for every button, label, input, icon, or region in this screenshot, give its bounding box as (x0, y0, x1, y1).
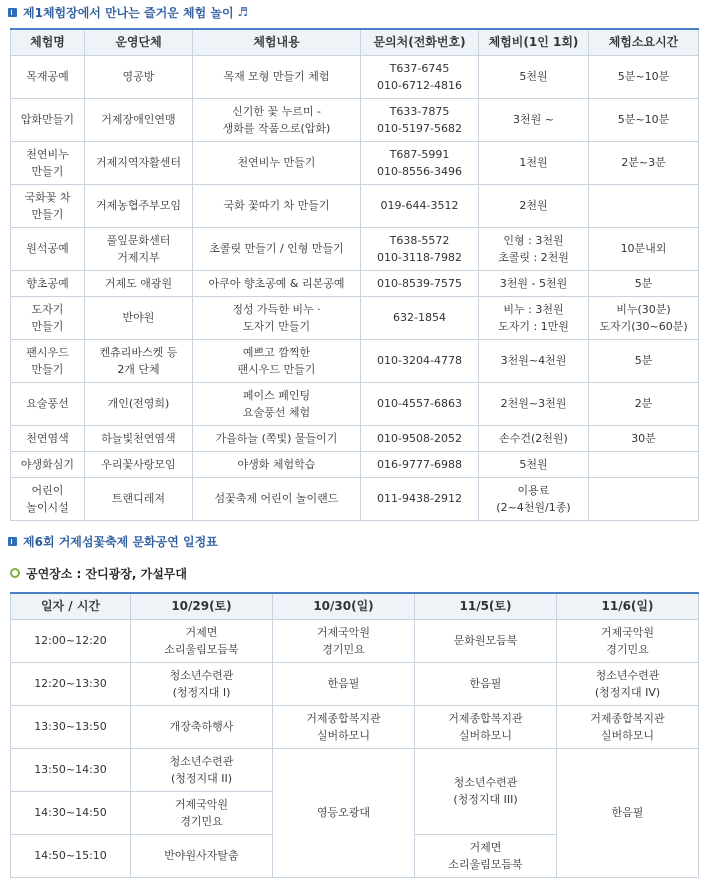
schedule-cell: 거제국악원 경기민요 (131, 791, 273, 834)
duration-cell: 2분 (589, 382, 699, 425)
experience-name-cell: 요술풍선 (11, 382, 85, 425)
fee-cell: 손수건(2천원) (479, 425, 589, 451)
contact-cell: 010-8539-7575 (361, 270, 479, 296)
contact-cell: 632-1854 (361, 296, 479, 339)
time-cell: 13:50~14:30 (11, 748, 131, 791)
content-cell: 천연비누 만들기 (193, 141, 361, 184)
content-cell: 예쁘고 깜찍한 팬시우드 만들기 (193, 339, 361, 382)
schedule-cell: 영등오광대 (273, 748, 415, 877)
content-cell: 초콜릿 만들기 / 인형 만들기 (193, 227, 361, 270)
header-cell: 체험내용 (193, 29, 361, 55)
experience-name-cell: 천연염색 (11, 425, 85, 451)
schedule-cell: 한음필 (415, 662, 557, 705)
table-row (11, 748, 699, 791)
experience-name-cell: 도자기 만들기 (11, 296, 85, 339)
duration-cell: 비누(30분) 도자기(30~60분) (589, 296, 699, 339)
fee-cell: 3천원 ~ (479, 98, 589, 141)
table-row (11, 451, 699, 477)
table-row (11, 270, 699, 296)
table-header-row (11, 29, 699, 55)
fee-cell: 1천원 (479, 141, 589, 184)
experience-table (10, 28, 699, 521)
duration-cell (589, 184, 699, 227)
header-cell: 10/29(토) (131, 593, 273, 619)
time-cell: 14:50~15:10 (11, 834, 131, 877)
schedule-cell: 거제종합복지관 실버하모니 (273, 705, 415, 748)
table-header-row (11, 593, 699, 619)
schedule-cell: 한음필 (557, 748, 699, 877)
organizer-cell: 거제장애인연맹 (85, 98, 193, 141)
table-row (11, 619, 699, 662)
table-row (11, 227, 699, 270)
fee-cell: 3천원~4천원 (479, 339, 589, 382)
experience-name-cell: 압화만들기 (11, 98, 85, 141)
schedule-cell: 거제종합복지관 실버하모니 (557, 705, 699, 748)
header-cell: 체험소요시간 (589, 29, 699, 55)
experience-name-cell: 원석공예 (11, 227, 85, 270)
schedule-cell: 청소년수련관 (청정지대 I) (131, 662, 273, 705)
contact-cell: 010-9508-2052 (361, 425, 479, 451)
schedule-cell: 거제종합복지관 실버하모니 (415, 705, 557, 748)
venue-line (10, 565, 187, 581)
experience-name-cell: 야생화심기 (11, 451, 85, 477)
contact-cell: 010-4557-6863 (361, 382, 479, 425)
duration-cell: 5분 (589, 270, 699, 296)
contact-cell: T638-5572 010-3118-7982 (361, 227, 479, 270)
organizer-cell: 개인(전영희) (85, 382, 193, 425)
header-cell: 11/6(일) (557, 593, 699, 619)
schedule-cell: 거제국악원 경기민요 (557, 619, 699, 662)
duration-cell (589, 477, 699, 520)
fee-cell: 인형 : 3천원 초콜릿 : 2천원 (479, 227, 589, 270)
experience-name-cell: 향초공예 (11, 270, 85, 296)
fee-cell: 비누 : 3천원 도자기 : 1만원 (479, 296, 589, 339)
contact-cell: T637-6745 010-6712-4816 (361, 55, 479, 98)
contact-cell: 016-9777-6988 (361, 451, 479, 477)
fee-cell: 5천원 (479, 451, 589, 477)
table-row (11, 705, 699, 748)
performance-schedule-table (10, 592, 699, 878)
section-title-text: 제6회 거제섬꽃축제 문화공연 일정표 (23, 534, 218, 549)
organizer-cell: 트랜디레져 (85, 477, 193, 520)
schedule-cell: 청소년수련관 (청정지대 II) (131, 748, 273, 791)
schedule-cell: 문화원모듬북 (415, 619, 557, 662)
fee-cell: 이용료 (2~4천원/1종) (479, 477, 589, 520)
organizer-cell: 거제지역자활센터 (85, 141, 193, 184)
time-cell: 13:30~13:50 (11, 705, 131, 748)
table-row (11, 55, 699, 98)
fee-cell: 3천원 - 5천원 (479, 270, 589, 296)
header-cell: 11/5(토) (415, 593, 557, 619)
header-cell: 10/30(일) (273, 593, 415, 619)
square-bullet-icon (8, 8, 17, 17)
header-cell: 일자 / 시간 (11, 593, 131, 619)
time-cell: 12:00~12:20 (11, 619, 131, 662)
contact-cell: T633-7875 010-5197-5682 (361, 98, 479, 141)
fee-cell: 2천원~3천원 (479, 382, 589, 425)
schedule-cell: 거제면 소리울림모듬북 (415, 834, 557, 877)
content-cell: 신기한 꽃 누르미 - 생화를 작품으로(압화) (193, 98, 361, 141)
experience-name-cell: 팬시우드 만들기 (11, 339, 85, 382)
experience-name-cell: 천연비누 만들기 (11, 141, 85, 184)
organizer-cell: 켄츄리바스켓 등 2개 단체 (85, 339, 193, 382)
venue-text: 공연장소 : 잔디광장, 가설무대 (26, 566, 187, 581)
table-row (11, 477, 699, 520)
contact-cell: 019-644-3512 (361, 184, 479, 227)
fee-cell: 2천원 (479, 184, 589, 227)
schedule-cell: 한음필 (273, 662, 415, 705)
duration-cell: 30분 (589, 425, 699, 451)
organizer-cell: 거제농협주부모임 (85, 184, 193, 227)
organizer-cell: 하늘빛천연염색 (85, 425, 193, 451)
content-cell: 야생화 체험학습 (193, 451, 361, 477)
music-note-icon: ♬ (237, 5, 249, 19)
duration-cell: 10분내외 (589, 227, 699, 270)
duration-cell: 5분~10분 (589, 98, 699, 141)
section-title-experience (8, 3, 248, 21)
table-row (11, 662, 699, 705)
fee-cell: 5천원 (479, 55, 589, 98)
schedule-cell: 청소년수련관 (청정지대 IV) (557, 662, 699, 705)
time-cell: 14:30~14:50 (11, 791, 131, 834)
content-cell: 아쿠아 향초공예 & 리본공예 (193, 270, 361, 296)
organizer-cell: 풀잎문화센터 거제지부 (85, 227, 193, 270)
experience-name-cell: 목재공예 (11, 55, 85, 98)
duration-cell: 5분~10분 (589, 55, 699, 98)
table-row (11, 98, 699, 141)
section-title-text: 제1체험장에서 만나는 즐거운 체험 놀이 (23, 5, 234, 20)
header-cell: 체험명 (11, 29, 85, 55)
schedule-cell: 거제면 소리울림모듬북 (131, 619, 273, 662)
header-cell: 문의처(전화번호) (361, 29, 479, 55)
content-cell: 목재 모형 만들기 체험 (193, 55, 361, 98)
content-cell: 페이스 페인팅 요술풍선 체험 (193, 382, 361, 425)
table-row (11, 296, 699, 339)
section-title-performance (8, 532, 218, 550)
duration-cell: 2분~3분 (589, 141, 699, 184)
time-cell: 12:20~13:30 (11, 662, 131, 705)
table-row (11, 382, 699, 425)
content-cell: 가을하늘 (쪽빛) 물들이기 (193, 425, 361, 451)
organizer-cell: 거제도 애광원 (85, 270, 193, 296)
organizer-cell: 반야원 (85, 296, 193, 339)
organizer-cell: 영공방 (85, 55, 193, 98)
table-row (11, 425, 699, 451)
contact-cell: 010-3204-4778 (361, 339, 479, 382)
circle-bullet-icon (10, 568, 20, 578)
schedule-cell: 개장축하행사 (131, 705, 273, 748)
contact-cell: 011-9438-2912 (361, 477, 479, 520)
contact-cell: T687-5991 010-8556-3496 (361, 141, 479, 184)
content-cell: 국화 꽃따기 차 만들기 (193, 184, 361, 227)
content-cell: 섬꽃축제 어린이 놀이랜드 (193, 477, 361, 520)
table-row (11, 339, 699, 382)
experience-name-cell: 국화꽃 차 만들기 (11, 184, 85, 227)
header-cell: 운영단체 (85, 29, 193, 55)
schedule-cell: 반야원사자탈춤 (131, 834, 273, 877)
table-row (11, 184, 699, 227)
header-cell: 체험비(1인 1회) (479, 29, 589, 55)
content-cell: 정성 가득한 비누 · 도자기 만들기 (193, 296, 361, 339)
table-row (11, 141, 699, 184)
schedule-cell: 청소년수련관 (청정지대 III) (415, 748, 557, 834)
duration-cell (589, 451, 699, 477)
schedule-cell: 거제국악원 경기민요 (273, 619, 415, 662)
duration-cell: 5분 (589, 339, 699, 382)
square-bullet-icon (8, 537, 17, 546)
experience-name-cell: 어린이 놀이시설 (11, 477, 85, 520)
organizer-cell: 우리꽃사랑모임 (85, 451, 193, 477)
